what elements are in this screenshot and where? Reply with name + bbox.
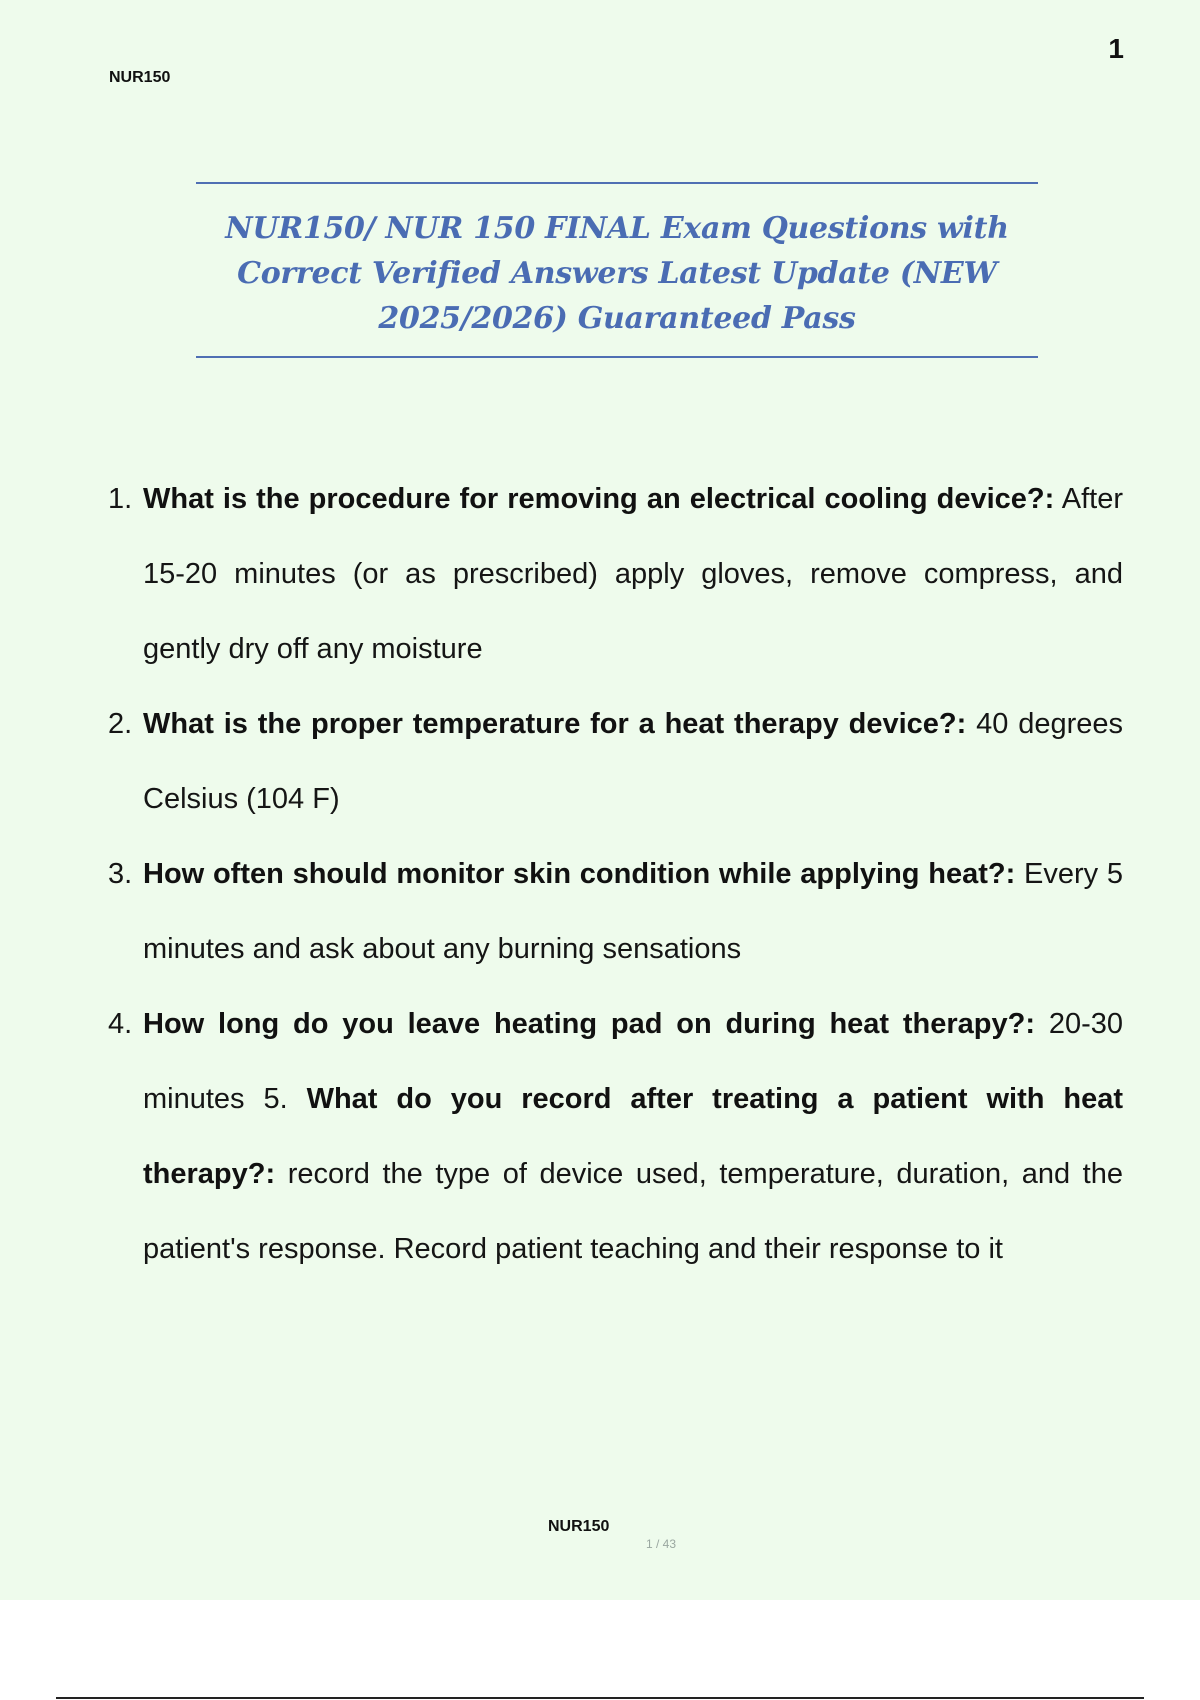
answer-text: After 15-20 minutes (or as prescribed) apply gloves, remove compress, and gently dry off any moisture (143, 483, 1123, 665)
bottom-divider (56, 1697, 1144, 1699)
title-line-2: Correct Verified Answers Latest Update (NEW (237, 256, 997, 291)
title-line-3: 2025/2026) Guaranteed Pass (378, 301, 856, 336)
item-number: 2. (108, 708, 133, 740)
question-text: What is the procedure for removing an electrical cooling device?: (143, 483, 1055, 515)
question-list (0, 462, 1200, 1287)
title-line-1: NUR150/ NUR 150 FINAL Exam Questions with (225, 211, 1009, 246)
document-title (196, 206, 1038, 341)
answer-text: 40 degrees Celsius (104 F) (143, 708, 1124, 815)
header-course-label: NUR150 (109, 69, 171, 86)
footer-page-count: 1 / 43 (646, 1537, 677, 1551)
page-number: 1 (1108, 33, 1124, 64)
question-text: How often should monitor skin condition while applying heat?: (143, 858, 1016, 890)
question-text-5: What do you record after treating a patient with heat therapy?: (143, 1083, 1123, 1190)
answer-text: Every 5 minutes and ask about any burning sensations (143, 858, 1123, 965)
answer-text: 20-30 minutes 5. (143, 1008, 1123, 1115)
question-text: What is the proper temperature for a heat therapy device?: (143, 708, 967, 740)
list-item (0, 462, 1200, 687)
item-number: 1. (108, 483, 133, 515)
title-block (196, 182, 1038, 358)
answer-text-5: record the type of device used, temperature, duration, and the patient's response. Record patient teaching and their response to it (143, 1158, 1123, 1265)
list-item (0, 987, 1200, 1287)
question-text: How long do you leave heating pad on during heat therapy?: (143, 1008, 1036, 1040)
footer-course-label: NUR150 (548, 1518, 610, 1535)
item-number: 4. (108, 1008, 133, 1040)
list-item (0, 687, 1200, 837)
item-number: 3. (108, 858, 133, 890)
list-item (0, 837, 1200, 987)
